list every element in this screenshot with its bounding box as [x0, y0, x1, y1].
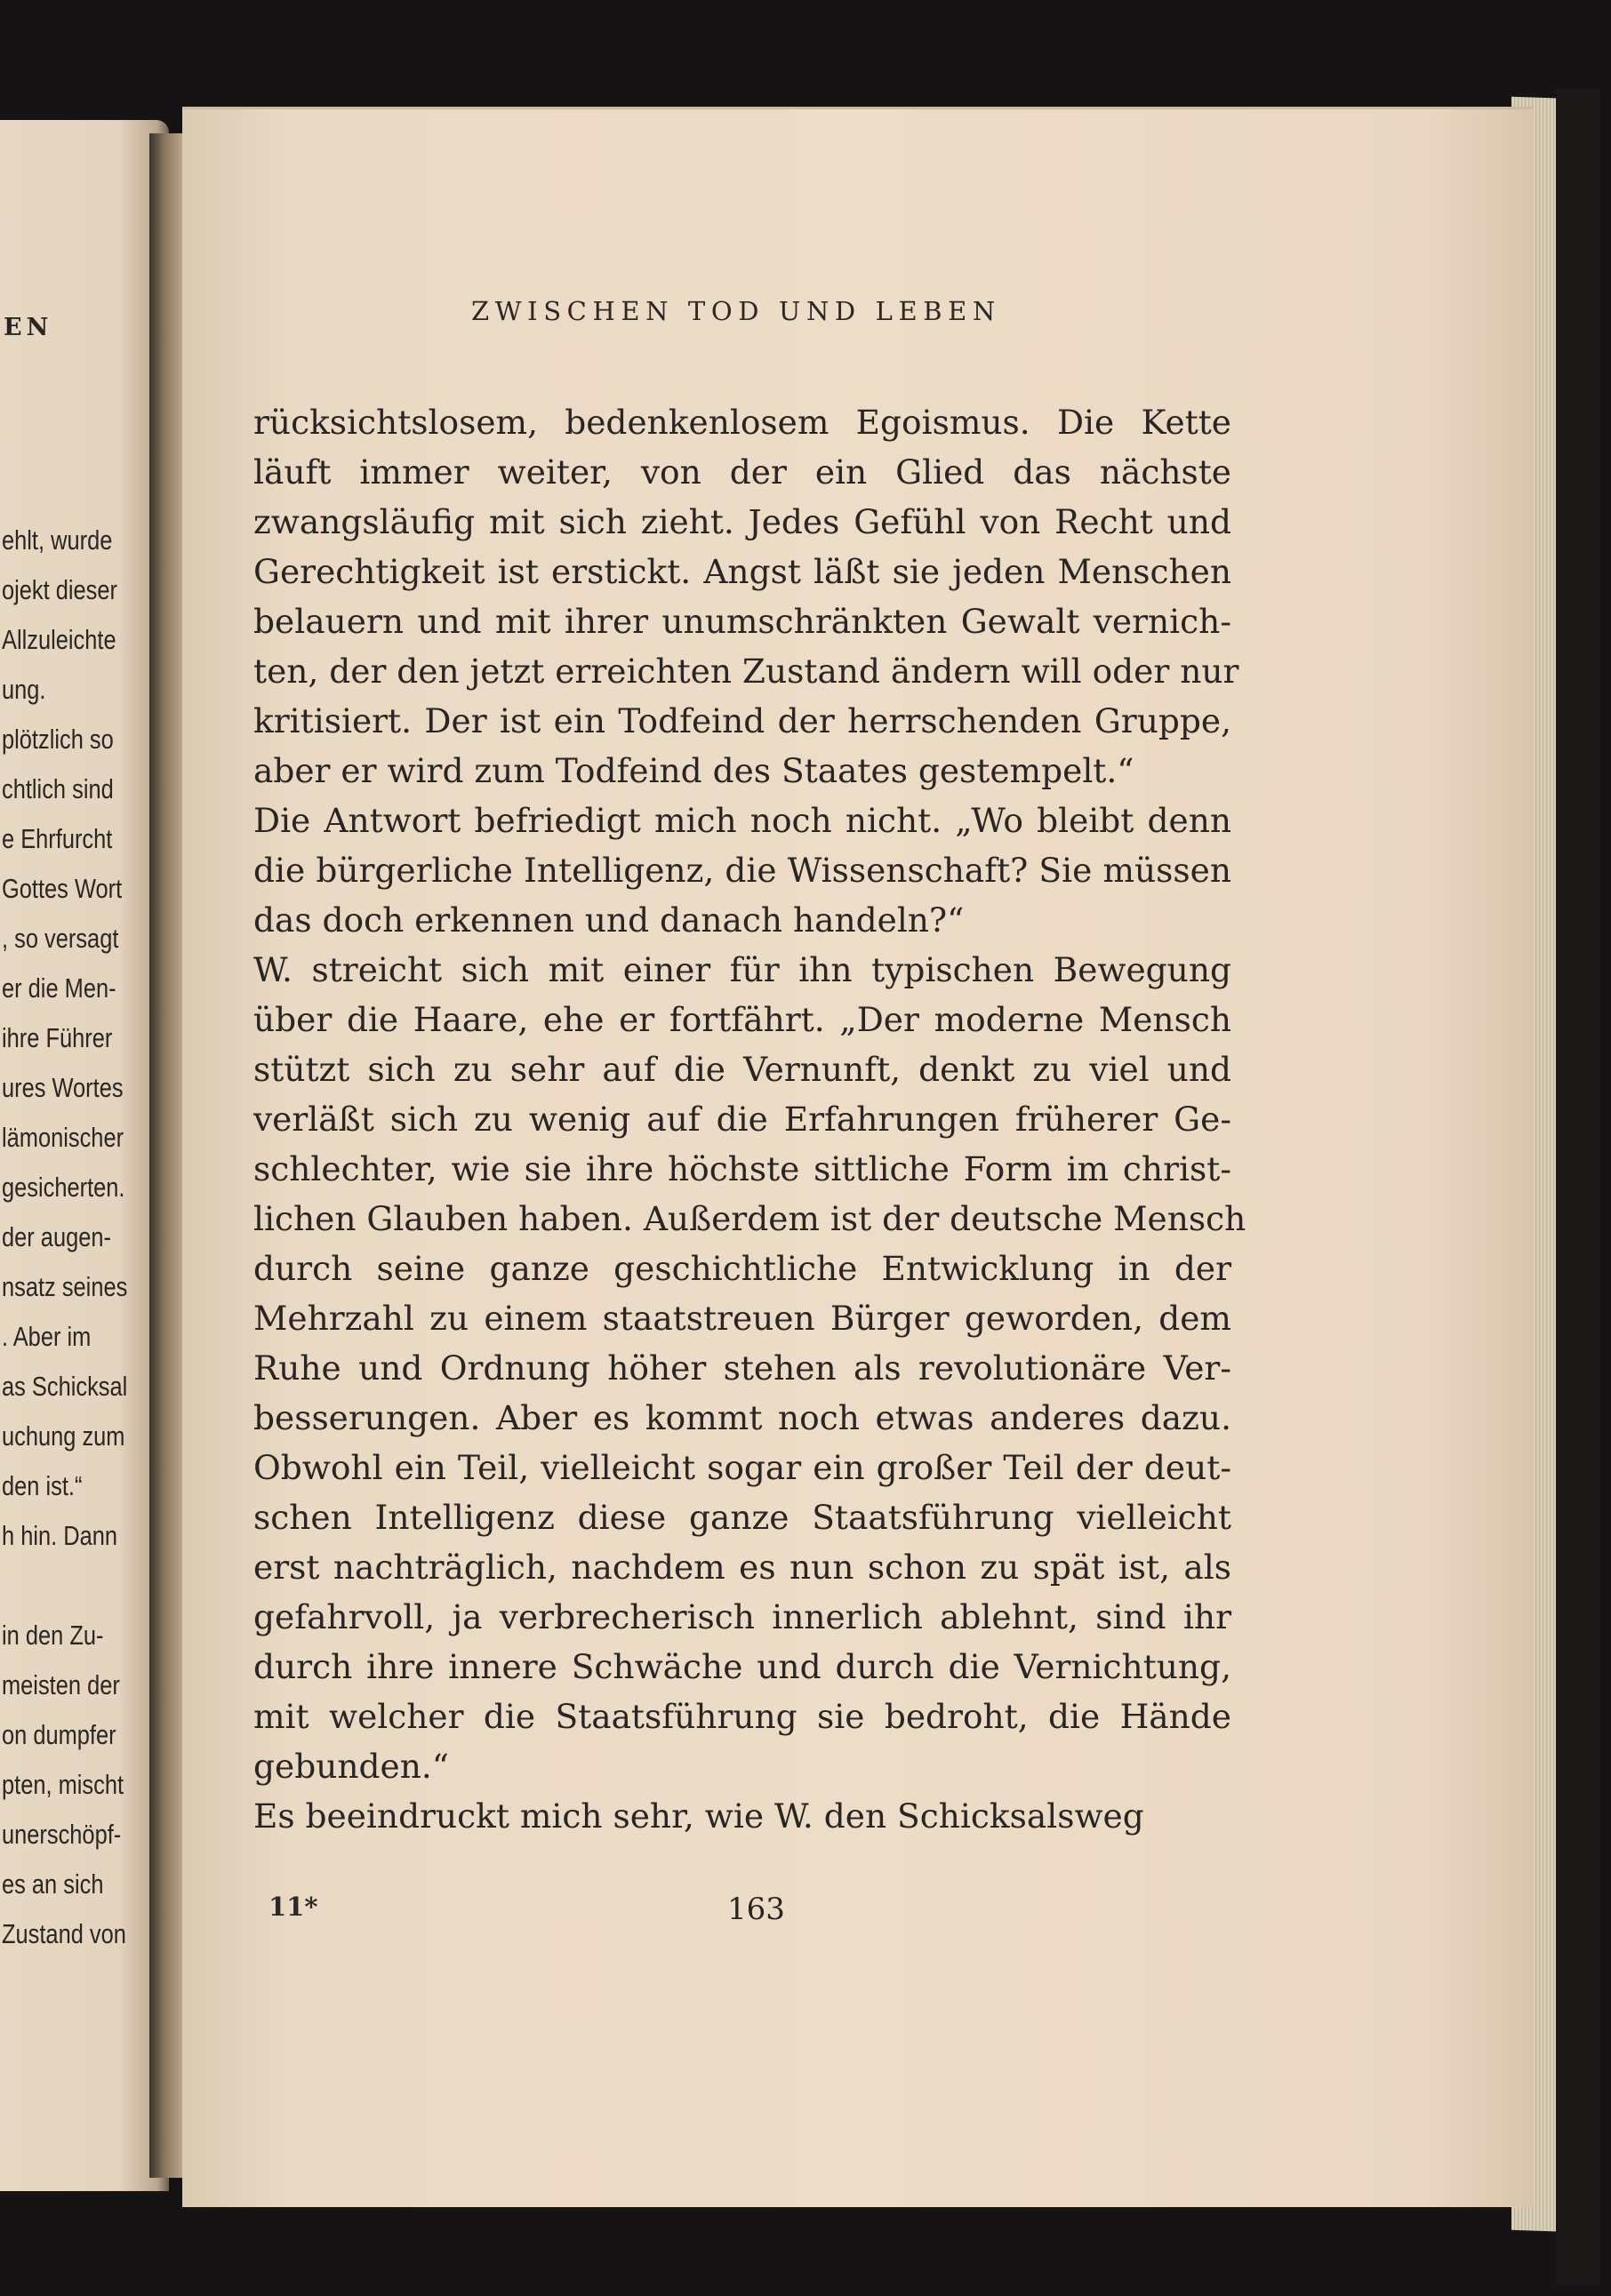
left-text-line: ung. — [2, 674, 46, 705]
left-page — [0, 120, 169, 2191]
left-text-line: as Schicksal — [2, 1371, 128, 1402]
text-line: das doch erkennen und danach handeln?“ — [253, 900, 965, 940]
left-text-line: ihre Führer — [2, 1022, 113, 1053]
left-text-line: der augen- — [2, 1221, 111, 1252]
text-line: Mehrzahl zu einem staatstreuen Bürger geworden, dem — [253, 1299, 1231, 1338]
left-text-line: e Ehrfurcht — [2, 823, 113, 854]
text-line: Obwohl ein Teil, vielleicht sogar ein großer Teil der deut- — [253, 1448, 1231, 1487]
text-line: stützt sich zu sehr auf die Vernunft, denkt zu viel und — [253, 1050, 1231, 1089]
text-line: gebunden.“ — [253, 1747, 449, 1786]
left-page-text — [2, 516, 155, 1959]
left-text-line: es an sich — [2, 1868, 104, 1900]
left-text-line: plötzlich so — [2, 724, 114, 755]
text-line: läuft immer weiter, von der ein Glied das nächste — [253, 452, 1231, 492]
left-text-line: Allzuleichte — [2, 624, 116, 655]
text-line: über die Haare, ehe er fortfährt. „Der moderne Mensch — [253, 1000, 1231, 1039]
text-line: die bürgerliche Intelligenz, die Wissenschaft? Sie müssen — [253, 851, 1231, 890]
left-text-line: ehlt, wurde — [2, 524, 113, 556]
text-line: schen Intelligenz diese ganze Staatsführung vielleicht — [253, 1498, 1231, 1537]
left-text-line: chtlich sind — [2, 773, 114, 804]
left-text-line: den ist.“ — [2, 1470, 83, 1501]
text-line: verläßt sich zu wenig auf die Erfahrungen früherer Ge- — [253, 1100, 1231, 1139]
left-text-line: ojekt dieser — [2, 574, 117, 605]
left-text-line — [2, 1561, 127, 1611]
text-line: W. streicht sich mit einer für ihn typischen Bewegung — [253, 950, 1231, 989]
body-text — [253, 397, 1246, 1841]
left-text-line: uchung zum — [2, 1420, 125, 1452]
text-line: Ruhe und Ordnung höher stehen als revolutionäre Ver- — [253, 1348, 1231, 1388]
left-text-line: , so versagt — [2, 923, 119, 954]
text-line: zwangsläufig mit sich zieht. Jedes Gefühl von Recht und — [253, 502, 1231, 541]
left-text-line: meisten der — [2, 1669, 120, 1700]
left-running-head: EN — [4, 314, 53, 341]
left-text-line: nsatz seines — [2, 1271, 128, 1302]
left-text-line: Gottes Wort — [2, 873, 123, 904]
left-text-line: Zustand von — [2, 1918, 126, 1949]
text-line: durch ihre innere Schwäche und durch die Vernichtung, — [253, 1647, 1231, 1686]
text-line: gefahrvoll, ja verbrecherisch innerlich ablehnt, sind ihr — [253, 1597, 1231, 1636]
text-line: besserungen. Aber es kommt noch etwas anderes dazu. — [253, 1398, 1231, 1437]
text-line: Die Antwort befriedigt mich noch nicht. „Wo bleibt denn — [253, 801, 1231, 840]
text-line: lichen Glauben haben. Außerdem ist der deutsche Mensch — [253, 1199, 1246, 1238]
left-text-line: unerschöpf- — [2, 1819, 122, 1850]
left-text-line: gesicherten. — [2, 1172, 125, 1203]
running-head: ZWISCHEN TOD UND LEBEN — [471, 296, 1001, 326]
left-text-line: ures Wortes — [2, 1072, 124, 1103]
text-line: erst nachträglich, nachdem es nun schon zu spät ist, als — [253, 1548, 1231, 1587]
text-line: Gerechtigkeit ist erstickt. Angst läßt sie jeden Menschen — [253, 552, 1231, 591]
text-line: ten, der den jetzt erreichten Zustand ändern will oder nur — [253, 652, 1239, 691]
page-number: 163 — [727, 1892, 785, 1927]
left-text-line: on dumpfer — [2, 1719, 116, 1750]
signature-mark: 11* — [268, 1892, 318, 1922]
text-line: rücksichtslosem, bedenkenlosem Egoismus. Die Kette — [253, 403, 1231, 442]
text-line: kritisiert. Der ist ein Todfeind der herrschenden Gruppe, — [253, 701, 1231, 740]
text-line: Es beeindruckt mich sehr, wie W. den Schicksalsweg — [253, 1796, 1144, 1836]
book-cover-edge — [1556, 89, 1600, 2284]
text-line: durch seine ganze geschichtliche Entwicklung in der — [253, 1249, 1231, 1288]
left-text-line: pten, mischt — [2, 1769, 124, 1800]
text-line: aber er wird zum Todfeind des Staates gestempelt.“ — [253, 751, 1134, 790]
left-text-line: er die Men- — [2, 972, 116, 1004]
text-line: belauern und mit ihrer unumschränkten Gewalt vernich- — [253, 602, 1231, 641]
text-line: mit welcher die Staatsführung sie bedroht, die Hände — [253, 1697, 1231, 1736]
left-text-line: h hin. Dann — [2, 1520, 118, 1551]
left-text-line: lämonischer — [2, 1122, 124, 1153]
left-text-line: . Aber im — [2, 1321, 92, 1352]
text-line: schlechter, wie sie ihre höchste sittliche Form im christ- — [253, 1149, 1231, 1188]
left-text-line: in den Zu- — [2, 1620, 104, 1651]
